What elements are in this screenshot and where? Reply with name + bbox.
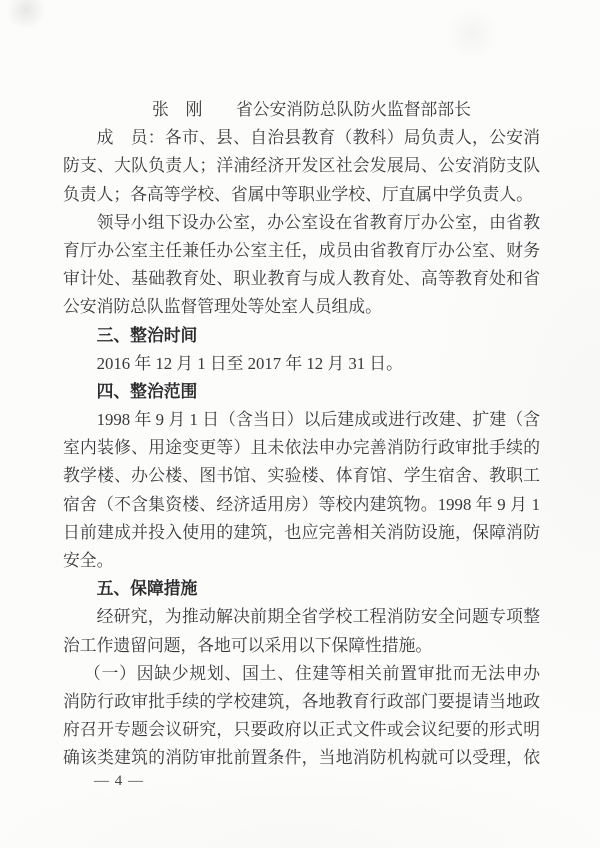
section-5-heading: 五、保障措施: [96, 579, 198, 599]
section-4-heading: 四、整治范围: [96, 381, 198, 401]
item-1-line-2: 消防行政审批手续的学校建筑，各地教育行政部门要提请当地政: [63, 691, 540, 711]
section-4-line-6: 安全。: [63, 551, 114, 570]
item-1-line-3: 府召开专题会议研究，只要政府以正式文件或会议纪要的形式明: [63, 720, 540, 740]
leader-name-line: 张 刚 省公安消防总队防火监督部部长: [152, 100, 471, 119]
members-line-3: 负责人；各高等学校、省属中等职业学校、厅直属中学负责人。: [63, 184, 533, 204]
section-3-body: 2016 年 12 月 1 日至 2017 年 12 月 31 日。: [96, 353, 403, 373]
item-1-line-4: 确该类建筑的消防审批前置条件，当地消防机构就可以受理，依: [63, 748, 540, 768]
item-1-line-1: （一）因缺少规划、国土、住建等相关前置审批而无法申办: [84, 663, 540, 683]
section-5-line-1: 经研究，为推动解决前期全省学校工程消防安全问题专项整: [96, 607, 540, 627]
document-body: [63, 96, 540, 773]
members-line-1: 成 员：各市、县、自治县教育（教科）局负责人，公安消: [96, 128, 540, 148]
section-5-line-2: 治工作遗留问题，各地可以采用以下保障性措施。: [63, 635, 433, 655]
section-3-heading: 三、整治时间: [96, 325, 198, 345]
section-4-line-3: 教学楼、办公楼、图书馆、实验楼、体育馆、学生宿舍、教职工: [63, 466, 540, 486]
page-number: — 4 —: [94, 773, 144, 789]
office-line-4: 公安消防总队监督管理处等处室人员组成。: [63, 297, 382, 317]
section-4-line-1: 1998 年 9 月 1 日（含当日）以后建成或进行改建、扩建（含: [96, 410, 540, 430]
office-line-3: 审计处、基础教育处、职业教育与成人教育处、高等教育处和省: [63, 269, 540, 289]
office-line-1: 领导小组下设办公室，办公室设在省教育厅办公室，由省教: [96, 212, 540, 232]
members-line-2: 防支、大队负责人；洋浦经济开发区社会发展局、公安消防支队: [63, 156, 540, 176]
section-4-line-2: 室内装修、用途变更等）且未依法申办完善消防行政审批手续的: [63, 438, 540, 458]
office-line-2: 育厅办公室主任兼任办公室主任，成员由省教育厅办公室、财务: [63, 240, 540, 260]
section-4-line-5: 日前建成并投入使用的建筑，也应完善相关消防设施，保障消防: [63, 522, 540, 542]
section-4-line-4: 宿舍（不含集资楼、经济适用房）等校内建筑物。1998 年 9 月 1: [63, 494, 540, 514]
